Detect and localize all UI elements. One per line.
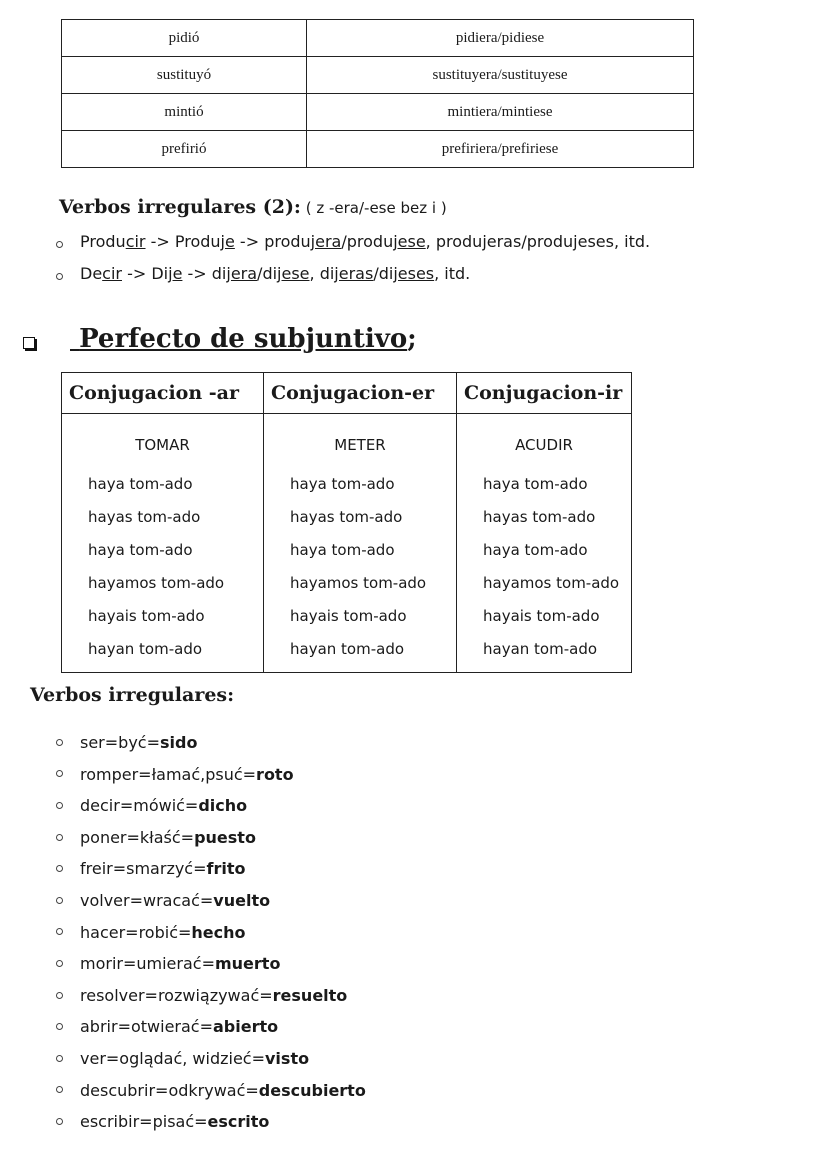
verb-name: ACUDIR bbox=[515, 436, 573, 454]
item-text: romper=łamać,psuć= bbox=[80, 764, 257, 784]
item-participle: roto bbox=[256, 764, 294, 784]
table-cell: prefirió bbox=[62, 131, 307, 168]
bullet-circle-icon bbox=[56, 992, 63, 999]
bullet-circle-icon bbox=[56, 273, 63, 280]
underlined-segment: jeses bbox=[393, 264, 435, 283]
item-text: decir=mówić= bbox=[80, 796, 199, 816]
underlined-segment: je bbox=[220, 232, 235, 251]
column-header: Conjugacion-er bbox=[264, 373, 457, 414]
bullet-circle-icon bbox=[56, 960, 63, 967]
bullet-circle-icon bbox=[56, 1118, 63, 1125]
item-participle: frito bbox=[206, 859, 246, 879]
table-cell bbox=[264, 414, 457, 673]
table-cell: sustituyera/sustituyese bbox=[307, 57, 694, 94]
conjugation-column bbox=[457, 436, 631, 666]
bullet-circle-icon bbox=[56, 897, 63, 904]
preterite-table bbox=[61, 19, 694, 168]
text-segment: , itd. bbox=[434, 264, 471, 283]
title-text: Perfecto de subjuntivo bbox=[79, 324, 408, 354]
item-participle: puesto bbox=[194, 827, 256, 847]
verb-form: haya tom-ado bbox=[88, 541, 193, 559]
table-cell: pidiera/pidiese bbox=[307, 20, 694, 57]
text-segment: Produ bbox=[80, 232, 126, 251]
table-cell: mintió bbox=[62, 94, 307, 131]
verb-form: hayas tom-ado bbox=[483, 508, 596, 526]
list-item bbox=[80, 1106, 366, 1138]
verb-form: hayas tom-ado bbox=[88, 508, 201, 526]
verb-form: hayan tom-ado bbox=[88, 640, 203, 658]
title-lead bbox=[70, 324, 79, 354]
item-participle: hecho bbox=[191, 922, 246, 942]
list-item bbox=[80, 853, 366, 885]
verb-form: hayamos tom-ado bbox=[88, 574, 225, 592]
verb-form: hayamos tom-ado bbox=[290, 574, 427, 592]
table-cell: mintiera/mintiese bbox=[307, 94, 694, 131]
verb-form: hayais tom-ado bbox=[88, 607, 205, 625]
conjugation-column bbox=[264, 436, 456, 666]
irregular2-note: ( z -era/-ese bez i ) bbox=[300, 199, 447, 217]
underlined-segment: jese bbox=[277, 264, 310, 283]
item-text: escribir=pisać= bbox=[80, 1112, 208, 1132]
underlined-segment: jeras bbox=[334, 264, 374, 283]
bullet-circle-icon bbox=[56, 1055, 63, 1062]
verb-name: METER bbox=[334, 436, 386, 454]
table-cell bbox=[457, 414, 632, 673]
list-item bbox=[80, 229, 650, 261]
verb-form: haya tom-ado bbox=[88, 475, 193, 493]
item-participle: escrito bbox=[207, 1112, 270, 1132]
underlined-segment: jera bbox=[310, 232, 342, 251]
title-tail: ; bbox=[407, 324, 417, 354]
verb-form: hayan tom-ado bbox=[483, 640, 598, 658]
bullet-circle-icon bbox=[56, 241, 63, 248]
table-cell: pidió bbox=[62, 20, 307, 57]
text-segment: , di bbox=[309, 264, 335, 283]
verb-form: haya tom-ado bbox=[290, 475, 395, 493]
item-text: freir=smarzyć= bbox=[80, 859, 207, 879]
verb-form: hayas tom-ado bbox=[290, 508, 403, 526]
list-item bbox=[80, 1043, 366, 1075]
verb-form: hayan tom-ado bbox=[290, 640, 405, 658]
table-cell bbox=[62, 414, 264, 673]
item-text: ser=być= bbox=[80, 733, 160, 752]
text-segment: -> di bbox=[182, 264, 227, 283]
bullet-circle-icon bbox=[56, 802, 63, 809]
bullet-circle-icon bbox=[56, 928, 63, 935]
item-participle: dicho bbox=[198, 796, 248, 816]
verb-form: hayais tom-ado bbox=[483, 607, 600, 625]
item-text: poner=kłaść= bbox=[80, 827, 195, 847]
verb-form: hayais tom-ado bbox=[290, 607, 407, 625]
verb-form: haya tom-ado bbox=[483, 475, 588, 493]
table-cell: sustituyó bbox=[62, 57, 307, 94]
list-item bbox=[80, 759, 366, 791]
underlined-segment: je bbox=[168, 264, 183, 283]
conjugation-table bbox=[61, 372, 632, 673]
underlined-segment: jera bbox=[226, 264, 258, 283]
list-item bbox=[80, 727, 366, 759]
text-segment: -> Di bbox=[122, 264, 169, 283]
table-row bbox=[62, 414, 632, 673]
item-participle: descubierto bbox=[258, 1080, 366, 1100]
item-text: morir=umierać= bbox=[80, 954, 215, 974]
bullet-circle-icon bbox=[56, 739, 63, 746]
list-item bbox=[80, 790, 366, 822]
list-item bbox=[80, 822, 366, 854]
irregular2-heading-text: Verbos irregulares (2): bbox=[59, 196, 301, 218]
list-item bbox=[80, 917, 366, 949]
bullet-circle-icon bbox=[56, 1023, 63, 1030]
participles-list bbox=[80, 727, 366, 1138]
checkbox-bullet-icon bbox=[23, 337, 35, 349]
text-segment: -> produ bbox=[234, 232, 311, 251]
list-item bbox=[80, 261, 650, 293]
item-participle: sido bbox=[160, 733, 198, 752]
list-item bbox=[80, 1075, 366, 1107]
table-row bbox=[62, 131, 694, 168]
conjugation-column bbox=[62, 436, 263, 666]
bullet-circle-icon bbox=[56, 865, 63, 872]
verb-form: haya tom-ado bbox=[290, 541, 395, 559]
item-text: descubrir=odkrywać= bbox=[80, 1080, 259, 1100]
irregular2-heading bbox=[59, 196, 447, 218]
irregular2-list bbox=[80, 229, 650, 293]
table-header-row bbox=[62, 373, 632, 414]
table-row bbox=[62, 57, 694, 94]
item-text: resolver=rozwiązywać= bbox=[80, 985, 273, 1005]
underlined-segment: cir bbox=[102, 264, 122, 283]
item-text: hacer=robić= bbox=[80, 922, 192, 942]
table-row bbox=[62, 20, 694, 57]
text-segment: /di bbox=[257, 264, 278, 283]
bullet-circle-icon bbox=[56, 834, 63, 841]
table-cell: prefiriera/prefiriese bbox=[307, 131, 694, 168]
verb-form: haya tom-ado bbox=[483, 541, 588, 559]
bullet-circle-icon bbox=[56, 770, 63, 777]
participles-heading: Verbos irregulares: bbox=[30, 684, 235, 706]
table-row bbox=[62, 94, 694, 131]
item-participle: muerto bbox=[214, 954, 281, 974]
item-participle: resuelto bbox=[272, 985, 348, 1005]
text-segment: -> Produ bbox=[145, 232, 221, 251]
verb-name: TOMAR bbox=[135, 436, 190, 454]
item-text: abrir=otwierać= bbox=[80, 1017, 213, 1037]
verb-form: hayamos tom-ado bbox=[483, 574, 620, 592]
column-header: Conjugacion-ir bbox=[457, 373, 632, 414]
perfecto-title bbox=[70, 324, 417, 354]
underlined-segment: jese bbox=[393, 232, 426, 251]
item-participle: vuelto bbox=[213, 890, 271, 910]
list-item bbox=[80, 885, 366, 917]
text-segment: /produ bbox=[341, 232, 394, 251]
item-participle: visto bbox=[265, 1048, 310, 1068]
column-header: Conjugacion -ar bbox=[62, 373, 264, 414]
text-segment: , produjeras/produjeses, itd. bbox=[425, 232, 651, 251]
list-item bbox=[80, 1011, 366, 1043]
text-segment: De bbox=[80, 264, 103, 283]
item-participle: abierto bbox=[213, 1017, 279, 1037]
underlined-segment: cir bbox=[125, 232, 146, 251]
list-item bbox=[80, 948, 366, 980]
list-item bbox=[80, 980, 366, 1012]
text-segment: /di bbox=[373, 264, 394, 283]
item-text: ver=oglądać, widzieć= bbox=[80, 1048, 265, 1068]
bullet-circle-icon bbox=[56, 1086, 63, 1093]
item-text: volver=wracać= bbox=[80, 890, 214, 910]
